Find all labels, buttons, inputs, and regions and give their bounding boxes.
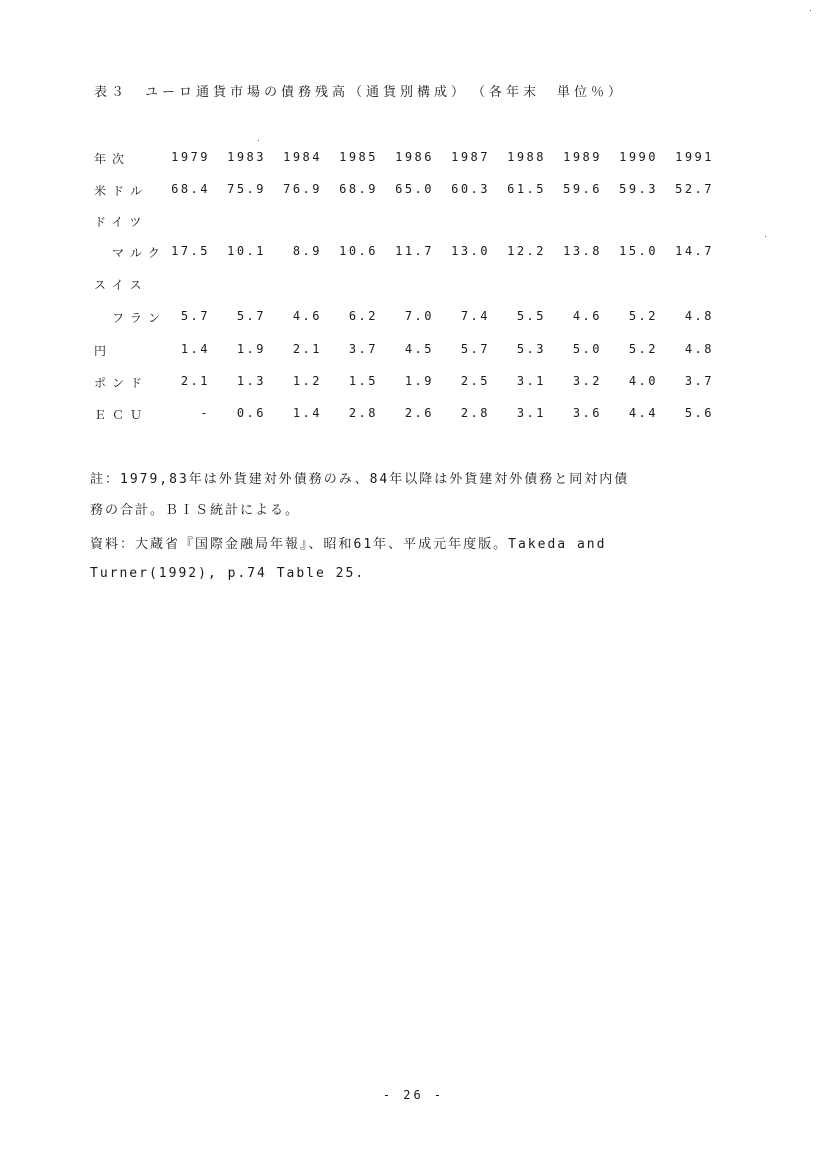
table-cell: 2.8 <box>348 406 378 420</box>
table-cell: 2.8 <box>460 406 490 420</box>
table-cell: 4.6 <box>572 309 602 323</box>
source-line-1: 資料：大蔵省『国際金融局年報』、昭和61年、平成元年度版。Takeda and <box>90 537 607 552</box>
table-row <box>0 182 827 202</box>
table-cell: 13.0 <box>451 244 490 258</box>
row-label: フラン <box>94 311 167 325</box>
table-cell: 15.0 <box>619 244 658 258</box>
table-cell: 3.7 <box>348 342 378 356</box>
table-cell: 59.6 <box>563 182 602 196</box>
table-cell: 5.3 <box>516 342 546 356</box>
table-cell: 5.2 <box>628 309 658 323</box>
year-header: 1990 <box>619 150 658 164</box>
table-cell: 5.0 <box>572 342 602 356</box>
year-header: 1987 <box>451 150 490 164</box>
table-cell: 5.7 <box>236 309 266 323</box>
table-cell: 0.6 <box>236 406 266 420</box>
table-cell: 10.6 <box>339 244 378 258</box>
table-cell: 4.8 <box>684 342 714 356</box>
table-cell: 76.9 <box>283 182 322 196</box>
table-cell: 1.3 <box>236 374 266 388</box>
table-cell: 4.6 <box>292 309 322 323</box>
table-cell: 6.2 <box>348 309 378 323</box>
scan-speck <box>258 140 259 141</box>
year-header: 1979 <box>171 150 210 164</box>
table-header-row <box>0 150 827 170</box>
row-label: ポンド <box>94 376 149 390</box>
table-cell: 1.5 <box>348 374 378 388</box>
row-label: 円 <box>94 344 113 358</box>
note-line-1: 註：1979,83年は外貨建対外債務のみ、84年以降は外貨建対外債務と同対内債 <box>90 472 630 487</box>
table-row <box>0 244 827 264</box>
page-number: - 26 - <box>382 1088 445 1102</box>
note-line-2: 務の合計。ＢＩＳ統計による。 <box>90 503 301 518</box>
table-cell: 5.2 <box>628 342 658 356</box>
table-cell: 1.2 <box>292 374 322 388</box>
table-cell: 61.5 <box>507 182 546 196</box>
scan-speck <box>810 10 811 11</box>
table-cell: 68.9 <box>339 182 378 196</box>
table-cell: 2.1 <box>180 374 210 388</box>
table-cell: 60.3 <box>451 182 490 196</box>
row-label: ドイツ <box>94 215 148 229</box>
table-cell: 13.8 <box>563 244 602 258</box>
table-cell: 17.5 <box>171 244 210 258</box>
table-cell: 8.9 <box>292 244 322 258</box>
row-label: 米ドル <box>94 184 149 198</box>
table-cell: 10.1 <box>227 244 266 258</box>
table-cell: 65.0 <box>395 182 434 196</box>
table-cell: 59.3 <box>619 182 658 196</box>
year-header: 1991 <box>675 150 714 164</box>
table-cell: 7.4 <box>460 309 490 323</box>
table-cell: 4.5 <box>404 342 434 356</box>
table-cell: 3.2 <box>572 374 602 388</box>
table-cell: - <box>200 406 210 420</box>
table-row <box>0 374 827 394</box>
year-header: 1986 <box>395 150 434 164</box>
table-cell: 68.4 <box>171 182 210 196</box>
table-cell: 3.6 <box>572 406 602 420</box>
table-cell: 1.4 <box>292 406 322 420</box>
table-cell: 2.1 <box>292 342 322 356</box>
table-cell: 5.7 <box>460 342 490 356</box>
table-cell: 5.6 <box>684 406 714 420</box>
table-cell: 75.9 <box>227 182 266 196</box>
table-cell: 7.0 <box>404 309 434 323</box>
table-cell: 11.7 <box>395 244 434 258</box>
table-cell: 1.9 <box>404 374 434 388</box>
table-cell: 2.6 <box>404 406 434 420</box>
table-cell: 4.4 <box>628 406 658 420</box>
year-header: 1989 <box>563 150 602 164</box>
table-cell: 3.1 <box>516 374 546 388</box>
table-cell: 1.4 <box>180 342 210 356</box>
table-row <box>0 342 827 362</box>
year-header: 1988 <box>507 150 546 164</box>
row-label: スイス <box>94 278 148 292</box>
year-header: 1985 <box>339 150 378 164</box>
table-cell: 5.5 <box>516 309 546 323</box>
table-row <box>0 213 827 233</box>
table-cell: 5.7 <box>180 309 210 323</box>
source-line-2: Turner(1992), p.74 Table 25. <box>90 566 366 581</box>
table-cell: 1.9 <box>236 342 266 356</box>
table-cell: 12.2 <box>507 244 546 258</box>
row-label: ＥＣＵ <box>94 408 149 422</box>
table-title: 表３ ユーロ通貨市場の債務残高（通貨別構成） （各年末 単位％） <box>94 85 626 100</box>
table-cell: 52.7 <box>675 182 714 196</box>
header-label: 年次 <box>94 152 131 166</box>
table-cell: 2.5 <box>460 374 490 388</box>
table-cell: 3.7 <box>684 374 714 388</box>
year-header: 1983 <box>227 150 266 164</box>
table-row <box>0 309 827 329</box>
table-cell: 3.1 <box>516 406 546 420</box>
table-row <box>0 406 827 426</box>
scan-speck <box>765 236 766 237</box>
table-cell: 4.0 <box>628 374 658 388</box>
row-label: マルク <box>94 246 166 260</box>
year-header: 1984 <box>283 150 322 164</box>
table-cell: 4.8 <box>684 309 714 323</box>
table-cell: 14.7 <box>675 244 714 258</box>
table-row <box>0 276 827 296</box>
